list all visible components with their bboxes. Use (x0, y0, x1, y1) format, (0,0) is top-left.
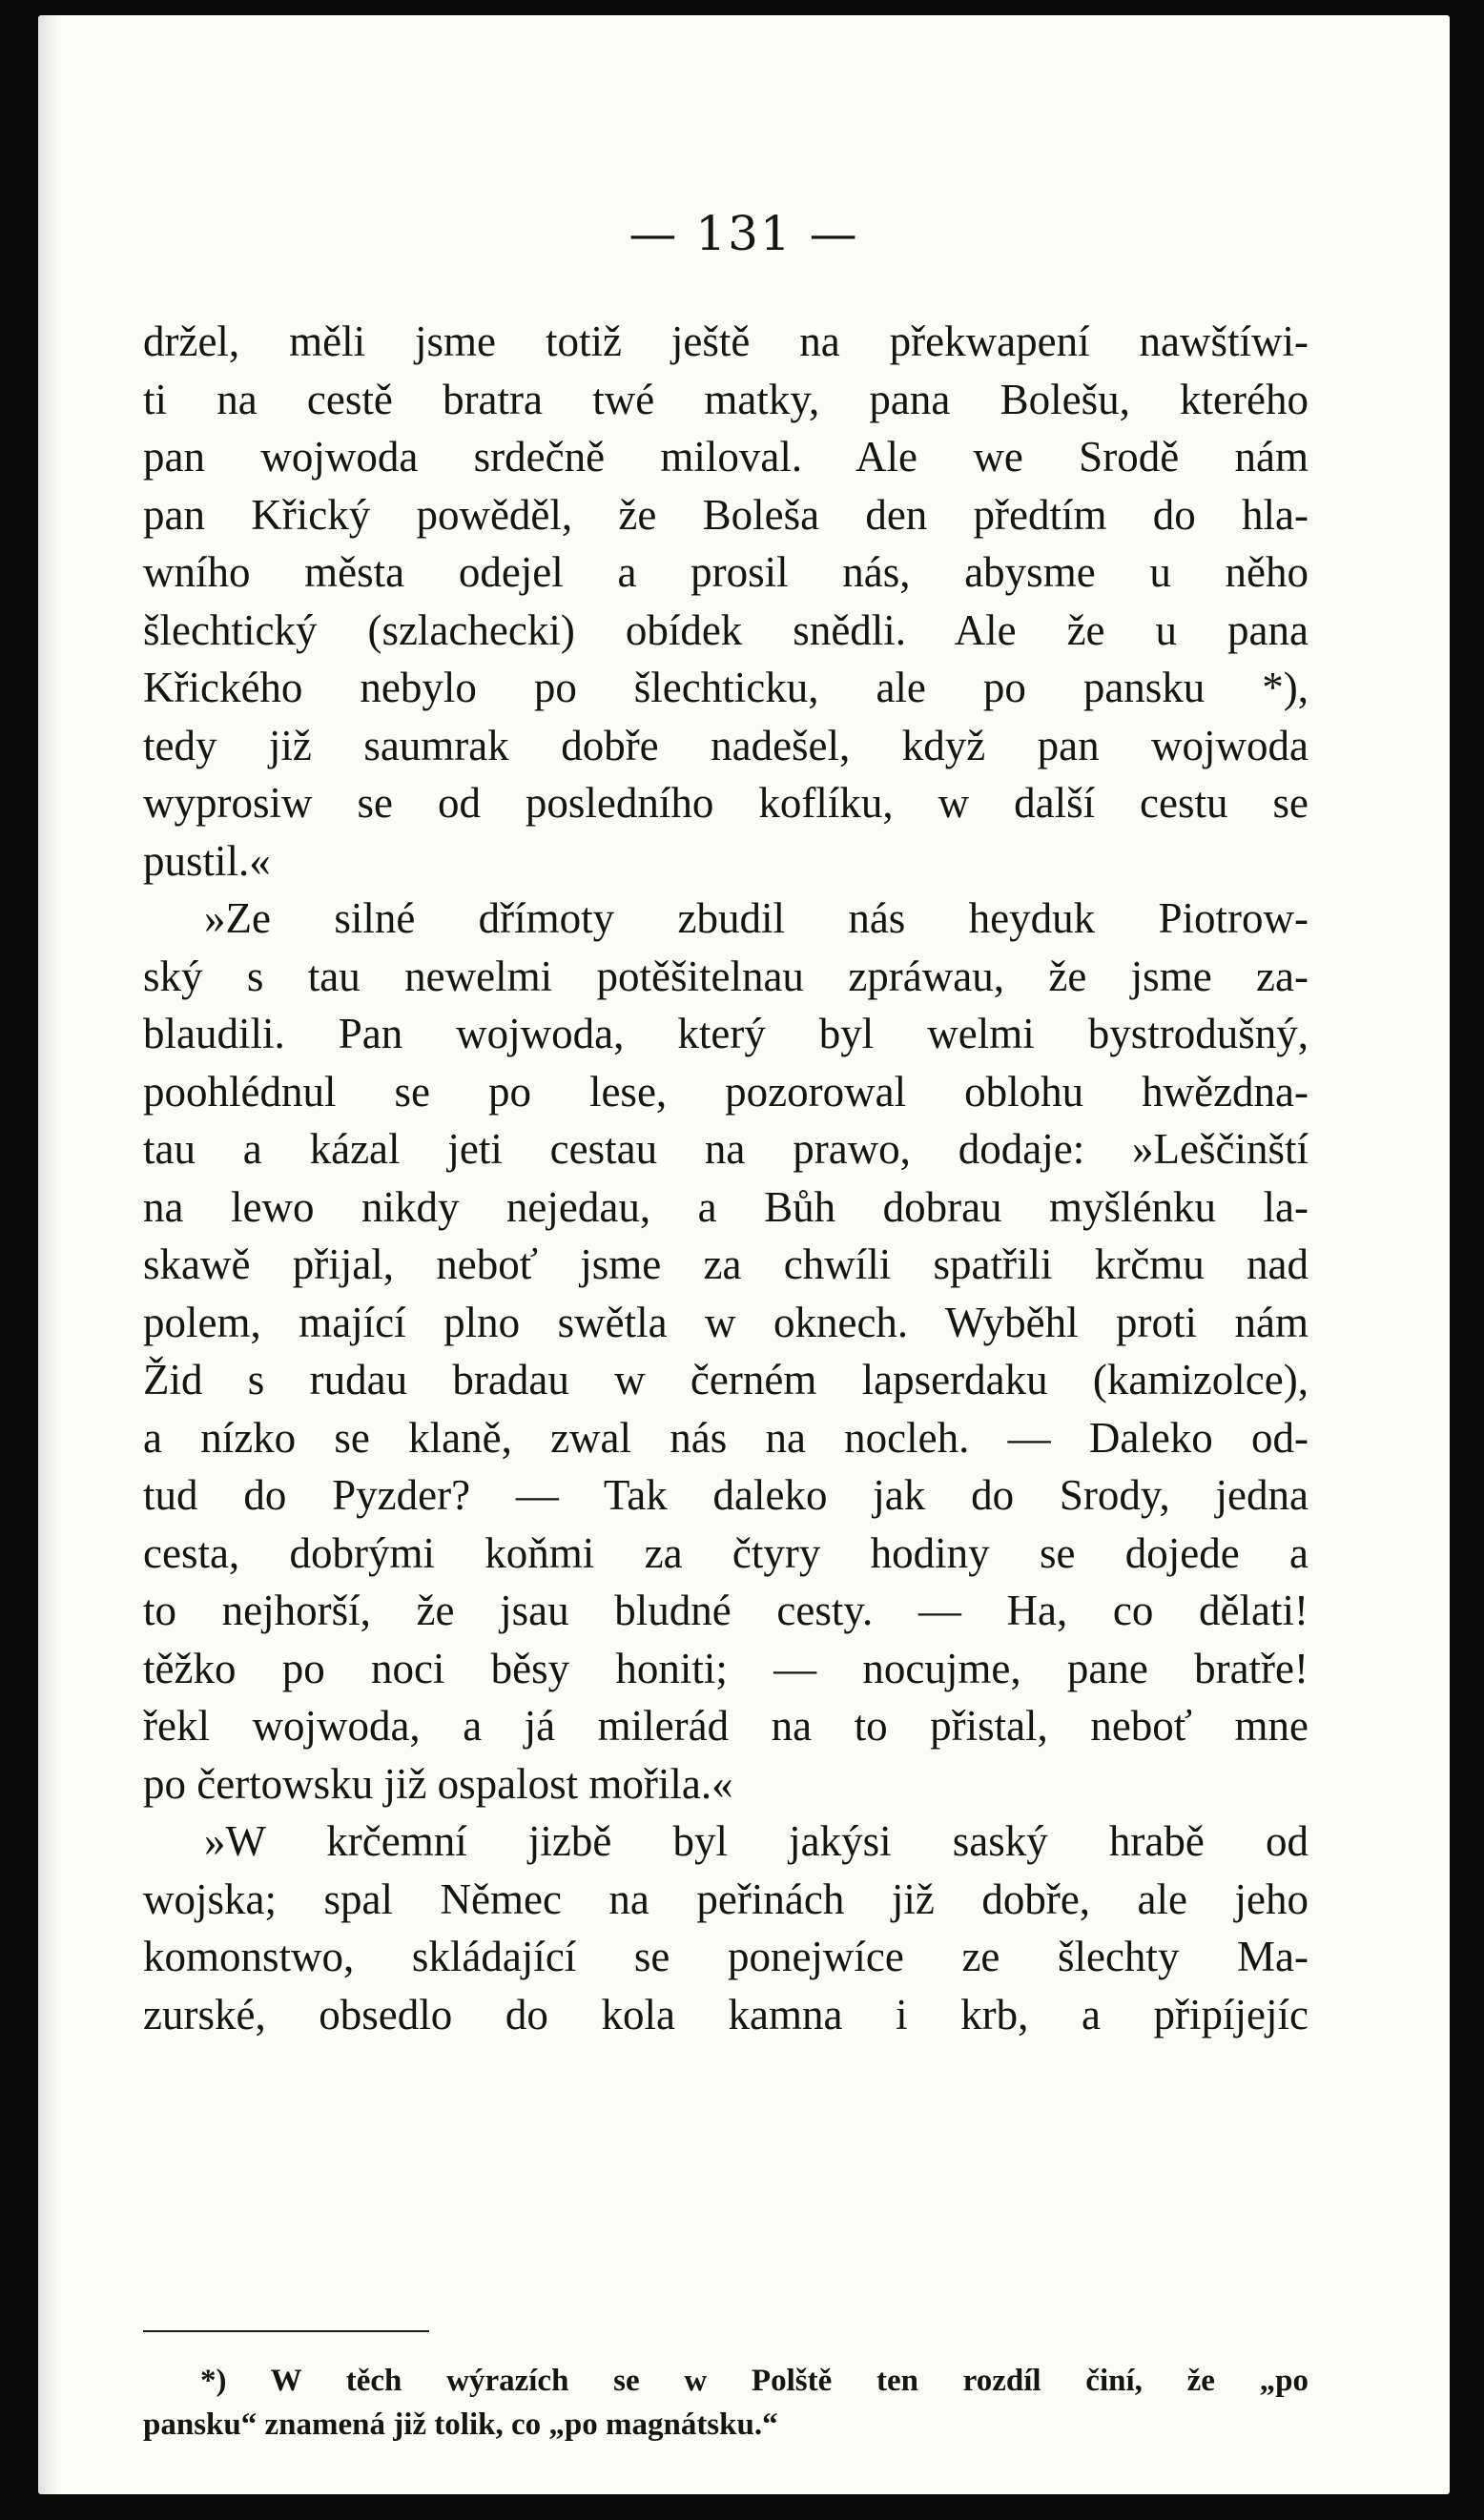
body-text (143, 313, 1309, 2043)
text-line: cesta, dobrými koňmi za čtyry hodiny se dojede a (143, 1528, 1309, 1577)
text-line: komonstwo, skládající se ponejwíce ze šlechty Ma- (143, 1933, 1309, 1980)
text-line: Křického nebylo po šlechticku, ale po pansku *), (143, 664, 1309, 711)
footnote-line: pansku“ znamená již tolik, co „po magnátsku.“ (143, 2407, 778, 2442)
footnote-divider (143, 2330, 429, 2332)
text-line: ti na cestě bratra twé matky, pana Bolešu, kterého (143, 375, 1309, 423)
text-line: polem, mající plno swětla w oknech. Wyběhl proti nám (143, 1298, 1309, 1346)
text-line: skawě přijal, neboť jsme za chwíli spatřili krčmu nad (143, 1240, 1309, 1288)
text-line: poohlédnul se po lese, pozorowal oblohu hwězdna- (143, 1067, 1309, 1116)
text-line: těžko po noci běsy honiti; — nocujme, pane bratře! (143, 1644, 1309, 1692)
text-line: »Ze silné dřímoty zbudil nás heyduk Piotrow- (204, 894, 1309, 942)
text-line: řekl wojwoda, a já milerád na to přistal, neboť mne (143, 1702, 1309, 1750)
text-line: to nejhorší, že jsau bludné cesty. — Ha, co dělati! (143, 1587, 1309, 1634)
page-number: — 131 — (629, 206, 859, 261)
text-line: wyprosiw se od posledního koflíku, w další cestu se (143, 779, 1309, 827)
text-line: »W krčemní jizbě byl jakýsi saský hrabě od (204, 1817, 1309, 1865)
text-line: tau a kázal jeti cestau na prawo, dodaje: »Leščinští (143, 1125, 1309, 1173)
footnote (143, 2359, 1309, 2447)
text-line: tud do Pyzder? — Tak daleko jak do Srody, jedna (143, 1471, 1309, 1519)
text-line: wního města odejel a prosil nás, abysme u něho (143, 548, 1309, 596)
text-line: pan wojwoda srdečně miloval. Ale we Srodě nám (143, 433, 1309, 481)
text-line: šlechtický (szlachecki) obídek snědli. Ale že u pana (143, 605, 1309, 654)
text-line: tedy již saumrak dobře nadešel, když pan wojwoda (143, 721, 1309, 769)
text-line: pustil.« (143, 836, 271, 885)
footnote-line: *) W těch wýrazích se w Polště ten rozdíl činí, že „po (200, 2364, 1309, 2398)
text-line: wojska; spal Němec na peřinách již dobře, ale jeho (143, 1875, 1309, 1923)
text-line: ský s tau newelmi potěšitelnau zpráwau, že jsme za- (143, 952, 1309, 1000)
text-line: pan Křický powěděl, že Boleša den předtím do hla- (143, 490, 1309, 539)
text-line: na lewo nikdy nejedau, a Bůh dobrau myšlénku la- (143, 1182, 1309, 1231)
text-line: po čertowsku již ospalost mořila.« (143, 1759, 733, 1808)
text-line: držel, měli jsme totiž ještě na překwapení nawštíwi- (143, 318, 1309, 365)
book-page (38, 15, 1450, 2494)
text-line: Žid s rudau bradau w černém lapserdaku (kamizolce), (143, 1356, 1309, 1403)
text-line: blaudili. Pan wojwoda, který byl welmi bystrodušný, (143, 1010, 1309, 1057)
text-line: zurské, obsedlo do kola kamna i krb, a připíjejíc (143, 1990, 1309, 2039)
page-gutter-shadow (38, 15, 59, 2494)
text-line: a nízko se klaně, zwal nás na nocleh. — Daleko od- (143, 1413, 1309, 1462)
